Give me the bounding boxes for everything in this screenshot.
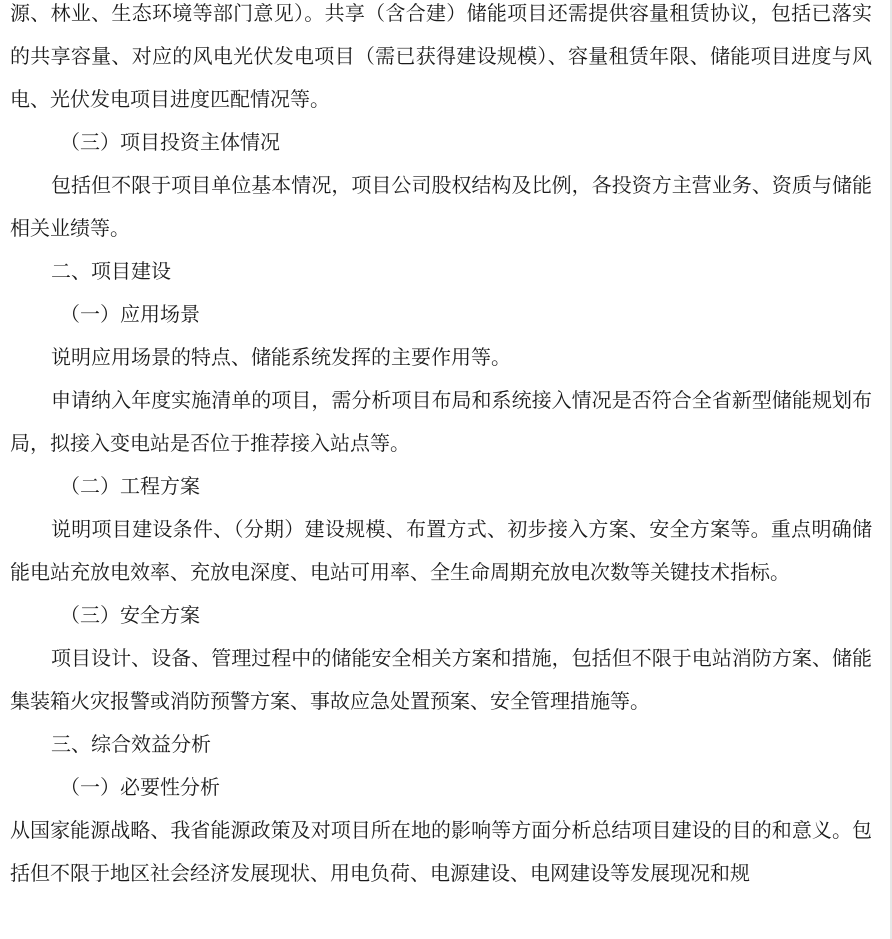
section-heading-benefit-analysis: 三、综合效益分析 bbox=[51, 732, 211, 756]
paragraph-shared-storage: 源、林业、生态环境等部门意见）。共享（含合建）储能项目还需提供容量租赁协议，包括已落实的共享容量、对应的风电光伏发电项目（需已获得建设规模）、容量租赁年限、储能项目进度与风电、光伏发电项目进度匹配情况等。 bbox=[10, 1, 872, 111]
heading-necessity-analysis: （一）必要性分析 bbox=[60, 775, 220, 799]
paragraph-application-scenario: 说明应用场景的特点、储能系统发挥的主要作用等。 bbox=[51, 345, 511, 369]
heading-safety-plan: （三）安全方案 bbox=[60, 603, 200, 627]
heading-application-scenario: （一）应用场景 bbox=[60, 302, 200, 326]
section-heading-project-construction: 二、项目建设 bbox=[51, 259, 171, 283]
paragraph-annual-list: 申请纳入年度实施清单的项目，需分析项目布局和系统接入情况是否符合全省新型储能规划布局，拟接入变电站是否位于推荐接入站点等。 bbox=[10, 388, 872, 455]
paragraph-investor-info: 包括但不限于项目单位基本情况，项目公司股权结构及比例，各投资方主营业务、资质与储能相关业绩等。 bbox=[10, 173, 872, 240]
paragraph-engineering-plan: 说明项目建设条件、（分期）建设规模、布置方式、初步接入方案、安全方案等。重点明确储能电站充放电效率、充放电深度、电站可用率、全生命周期充放电次数等关键技术指标。 bbox=[10, 517, 872, 584]
heading-engineering-plan: （二）工程方案 bbox=[60, 474, 200, 498]
heading-investor-info: （三）项目投资主体情况 bbox=[60, 130, 280, 154]
paragraph-safety-plan: 项目设计、设备、管理过程中的储能安全相关方案和措施，包括但不限于电站消防方案、储能集装箱火灾报警或消防预警方案、事故应急处置预案、安全管理措施等。 bbox=[10, 646, 872, 713]
paragraph-necessity-analysis: 从国家能源战略、我省能源政策及对项目所在地的影响等方面分析总结项目建设的目的和意义。包括但不限于地区社会经济发展现状、用电负荷、电源建设、电网建设等发展现况和规 bbox=[10, 818, 872, 885]
